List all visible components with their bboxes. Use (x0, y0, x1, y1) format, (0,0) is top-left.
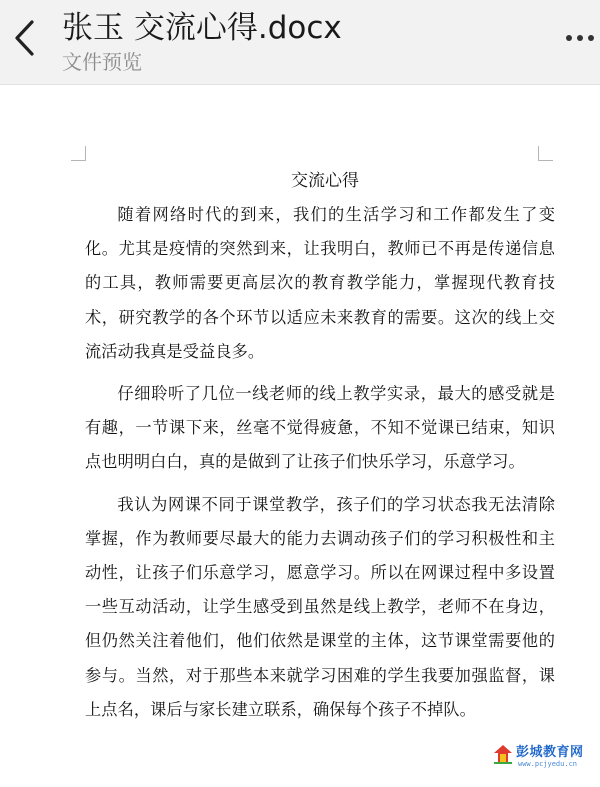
document-title: 交流心得 (291, 171, 359, 191)
paragraph: 我认为网课不同于课堂教学，孩子们的学习状态我无法清除掌握，作为教师要尽最大的能力去调动孩子们的学习积极性和主动性，让孩子们乐意学习，愿意学习。所以在网课过程中多设置一些互动活动，让学生感受到虽然是线上教学，老师不在身边，但仍然关注着他们，他们依然是课堂的主体，这节课堂需要他的参与。当然，对于那些本来就学习困难的学生我要加强监督，课上点名，课后与家长建立联系，确保每个孩子不掉队。 (85, 494, 555, 719)
page-corner-mark-right (538, 146, 553, 161)
paragraph: 仔细聆听了几位一线老师的线上教学实录，最大的感受就是有趣，一节课下来，丝毫不觉得疲惫，不知不觉课已结束，知识点也明明白白，真的是做到了让孩子们快乐学习，乐意学习。 (85, 384, 555, 472)
site-logo-icon (492, 743, 514, 765)
more-button[interactable] (560, 26, 600, 50)
back-button[interactable] (8, 16, 42, 60)
chevron-left-icon (8, 16, 42, 60)
watermark-name: 彭城教育网 (516, 745, 584, 760)
top-bar (0, 0, 600, 85)
document-page (85, 164, 555, 727)
file-title: 张玉 交流心得.docx (62, 10, 342, 46)
watermark-url: www.pcjyedu.cn (518, 760, 578, 768)
paragraph: 随着网络时代的到来，我们的生活学习和工作都发生了变化。尤其是疫情的突然到来，让我明白，教师已不再是传递信息的工具，教师需要更高层次的教育教学能力，掌握现代教育技术，研究教学的各个环节以适应未来教育的需要。这次的线上交流活动我真是受益良多。 (85, 205, 555, 361)
more-dots-icon (560, 26, 600, 50)
site-watermark (492, 741, 596, 775)
page-corner-mark-left (71, 146, 86, 161)
file-preview-label: 文件预览 (62, 50, 142, 74)
